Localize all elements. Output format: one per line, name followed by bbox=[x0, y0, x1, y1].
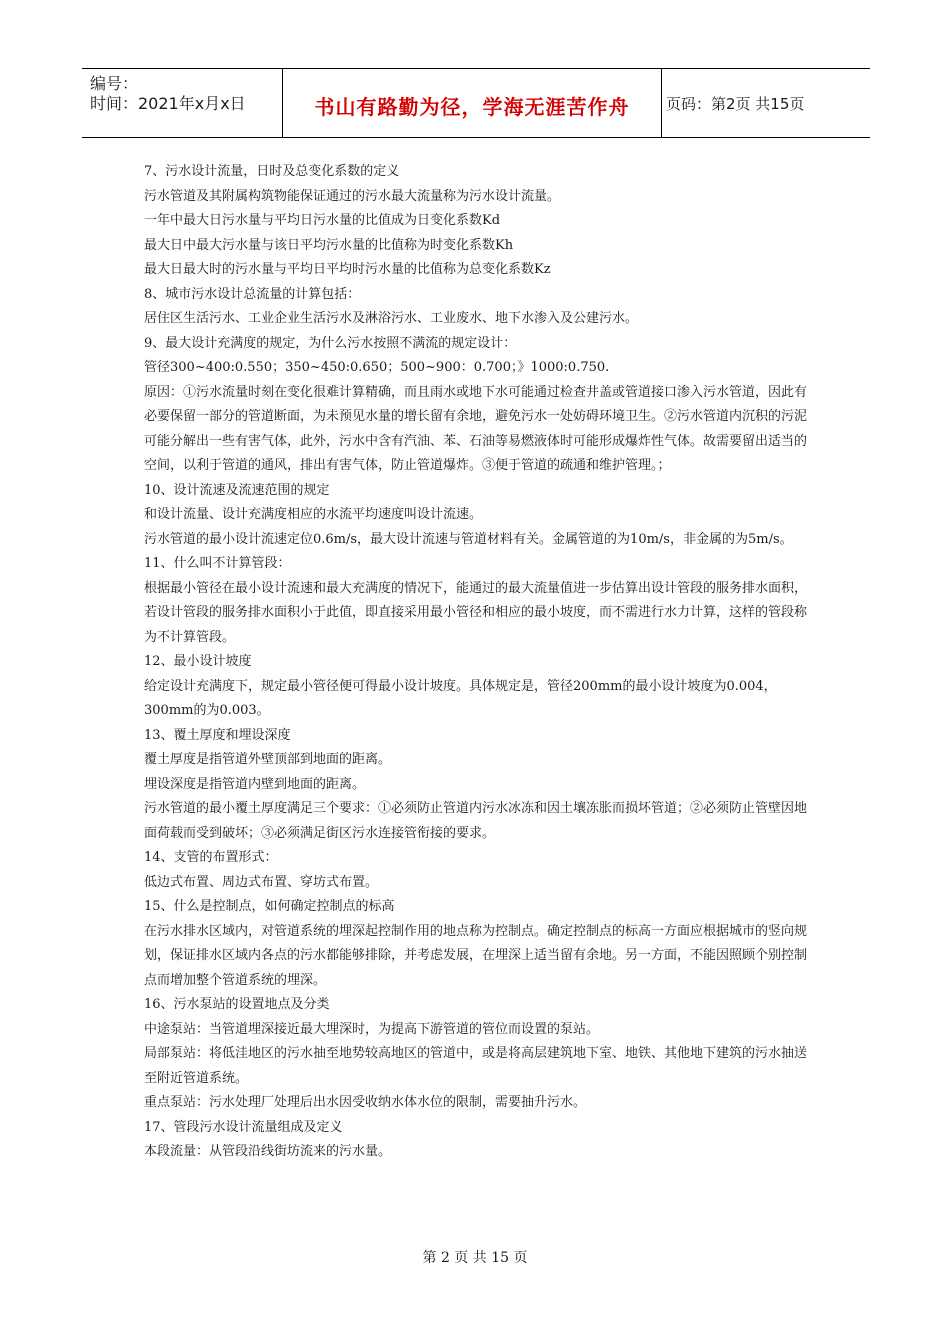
paragraph: 居住区生活污水、工业企业生活污水及淋浴污水、工业废水、地下水渗入及公建污水。 bbox=[144, 311, 639, 326]
paragraph: 一年中最大日污水量与平均日污水量的比值成为日变化系数Kd bbox=[144, 213, 501, 228]
paragraph: 10、设计流速及流速范围的规定 bbox=[144, 482, 330, 498]
paragraph: 重点泵站：污水处理厂处理后出水因受收纳水体水位的限制，需要抽升污水。 bbox=[144, 1095, 587, 1110]
paragraph: 11、什么叫不计算管段： bbox=[144, 556, 291, 571]
paragraph: 17、管段污水设计流量组成及定义 bbox=[144, 1119, 343, 1135]
paragraph: 15、什么是控制点，如何确定控制点的标高 bbox=[144, 899, 395, 914]
paragraph: 污水管道的最小覆土厚度满足三个要求：①必须防止管道内污水冰冻和因土壤冻胀而损坏管道；②必须防止管壁因地面荷载而受到破坏；③必须满足街区污水连接管衔接的要求。 bbox=[144, 801, 808, 841]
paragraph: 污水管道及其附属构筑物能保证通过的污水最大流量称为污水设计流量。 bbox=[144, 188, 561, 204]
document-body bbox=[144, 160, 810, 1165]
paragraph: 9、最大设计充满度的规定，为什么污水按照不满流的规定设计： bbox=[144, 335, 517, 351]
paragraph: 管径300~400:0.550；350~450:0.650；500~900：0.700；》1000:0.750. bbox=[144, 360, 610, 375]
header-page-info: 页码：第2页 共15页 bbox=[666, 95, 805, 113]
paragraph: 8、城市污水设计总流量的计算包括： bbox=[144, 286, 361, 302]
paragraph: 最大日最大时的污水量与平均日平均时污水量的比值称为总变化系数Kz bbox=[144, 262, 551, 277]
paragraph: 中途泵站：当管道埋深接近最大埋深时，为提高下游管道的管位而设置的泵站。 bbox=[144, 1021, 600, 1037]
page-footer: 第 2 页 共 15 页 bbox=[422, 1250, 528, 1266]
paragraph: 16、污水泵站的设置地点及分类 bbox=[144, 997, 330, 1012]
paragraph: 埋设深度是指管道内壁到地面的距离。 bbox=[144, 776, 366, 792]
paragraph: 局部泵站：将低洼地区的污水抽至地势较高地区的管道中，或是将高层建筑地下室、地铁、其他地下建筑的污水抽送至附近管道系统。 bbox=[144, 1046, 808, 1086]
header-motto: 书山有路勤为径，学海无涯苦作舟 bbox=[314, 95, 630, 119]
paragraph: 原因：①污水流量时刻在变化很难计算精确，而且雨水或地下水可能通过检查井盖或管道接口渗入污水管道，因此有必要保留一部分的管道断面，为未预见水量的增长留有余地，避免污水一处妨碍环境卫生。②污水管道内沉积的污泥可能分解出一些有害气体，此外，污水中含有汽油、苯、石油等易燃液体时可能形成爆炸性气体。故需要留出适当的空间，以利于管道的通风，排出有害气体，防止管道爆炸。③便于管道的疏通和维护管理。； bbox=[144, 384, 808, 473]
number-label: 编号： bbox=[90, 74, 139, 93]
header-page-cell bbox=[662, 69, 870, 137]
paragraph: 根据最小管径在最小设计流速和最大充满度的情况下，能通过的最大流量值进一步估算出设计管段的服务排水面积，若设计管段的服务排水面积小于此值，即直接采用最小管径和相应的最小坡度，而不需进行水力计算，这样的管段称为不计算管段。 bbox=[144, 580, 808, 645]
paragraph: 和设计流量、设计充满度相应的水流平均速度叫设计流速。 bbox=[144, 507, 483, 522]
paragraph: 给定设计充满度下，规定最小管径便可得最小设计坡度。具体规定是，管径200mm的最小设计坡度为0.004，300mm的为0.003。 bbox=[144, 678, 777, 718]
header-motto-cell bbox=[282, 69, 662, 137]
paragraph: 在污水排水区域内，对管道系统的埋深起控制作用的地点称为控制点。确定控制点的标高一方面应根据城市的竖向规划，保证排水区域内各点的污水都能够排除，并考虑发展，在埋深上适当留有余地。另一方面，不能因照顾个别控制点而增加整个管道系统的埋深。 bbox=[144, 923, 808, 988]
paragraph: 12、最小设计坡度 bbox=[144, 654, 252, 669]
paragraph: 7、污水设计流量，日时及总变化系数的定义 bbox=[144, 164, 400, 179]
paragraph: 最大日中最大污水量与该日平均污水量的比值称为时变化系数Kh bbox=[144, 237, 514, 253]
paragraph: 本段流量：从管段沿线街坊流来的污水量。 bbox=[144, 1144, 392, 1159]
page-header bbox=[82, 68, 870, 138]
paragraph: 低边式布置、周边式布置、穿坊式布置。 bbox=[144, 874, 379, 890]
paragraph: 覆土厚度是指管道外壁顶部到地面的距离。 bbox=[144, 752, 392, 767]
paragraph: 污水管道的最小设计流速定位0.6m/s，最大设计流速与管道材料有关。金属管道的为10m/s，非金属的为5m/s。 bbox=[144, 531, 793, 547]
header-meta bbox=[82, 69, 282, 137]
time-label: 时间：2021年x月x日 bbox=[90, 94, 246, 113]
paragraph: 13、覆土厚度和埋设深度 bbox=[144, 727, 291, 743]
paragraph: 14、支管的布置形式： bbox=[144, 850, 278, 865]
